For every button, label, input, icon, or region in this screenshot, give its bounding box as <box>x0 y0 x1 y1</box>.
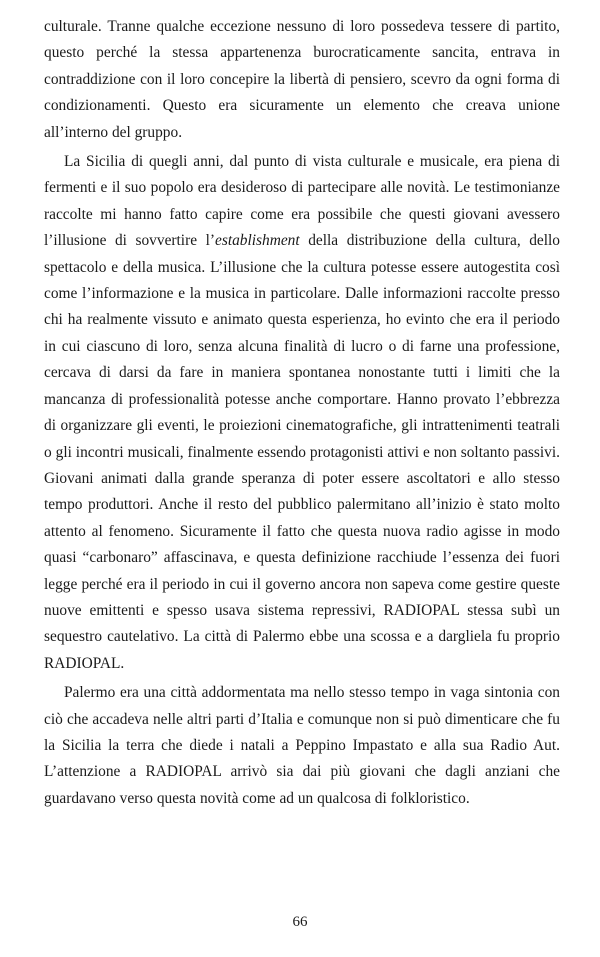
paragraph-2-text-end: della distribuzione della cultura, dello spettacolo e della musica. L’illusione che la cultura potesse essere autogestita così come l’informazione e la musica in particolare. Dalle informazioni raccolte presso chi ha realmente vissuto e animato questa esperienza, ho evinto che era il periodo in cui ciascuno di loro, senza alcuna finalità di lucro o di farne una professione, cercava di darsi da fare in maniera spontanea nonostante tutti i limiti che la mancanza di professionalità potesse anche comportare. Hanno provato l’ebbrezza di organizzare gli eventi, le proiezioni cinematografiche, gli intrattenimenti teatrali o gli incontri musicali, finalmente essendo protagonisti attivi e non soltanto passivi. Giovani animati dalla grande speranza di poter essere ascoltatori e allo stesso tempo produttori. Anche il resto del pubblico palermitano all’inizio è stato molto attento al fenomeno. Sicuramente il fatto che questa nuova radio agisse in modo quasi “carbonaro” affascinava, e questa definizione racchiude l’essenza dei fuori legge perché era il periodo in cui il governo ancora non sapeva come gestire queste nuove emittenti e spesso usava sistema repressivi, RADIOPAL stessa subì un sequestro cautelativo. La città di Palermo ebbe una scossa e a dargliela fu proprio RADIOPAL. <box>44 232 560 672</box>
paragraph-3 <box>44 680 560 812</box>
document-page <box>44 14 560 812</box>
page-number: 66 <box>292 914 308 930</box>
paragraph-1 <box>44 14 560 146</box>
establishment-term: establishment <box>215 232 300 250</box>
paragraph-3-text: Palermo era una città addormentata ma nello stesso tempo in vaga sintonia con ciò che accadeva nelle altri parti d’Italia e comunque non si può dimenticare che fu la Sicilia la terra che diede i natali a Peppino Impastato e alla sua Radio Aut. L’attenzione a RADIOPAL arrivò sia dai più giovani che dagli anziani che guardavano verso questa novità come ad un qualcosa di folkloristico. <box>44 684 560 807</box>
paragraph-2-text-start: La Sicilia di quegli anni, dal punto di vista culturale e musicale, era piena di fermenti e il suo popolo era desideroso di partecipare alle novità. Le testimonianze raccolte mi hanno fatto capire come era possibile che questi giovani avessero l’illusione di sovvertire l’ <box>44 153 560 250</box>
paragraph-1-text: culturale. Tranne qualche eccezione nessuno di loro possedeva tessere di partito, questo perché la stessa appartenenza burocraticamente sancita, entrava in contraddizione con il loro concepire la libertà di pensiero, scevro da ogni forma di condizionamenti. Questo era sicuramente un elemento che creava unione all’interno del gruppo. <box>44 18 560 141</box>
paragraph-2 <box>44 149 560 677</box>
